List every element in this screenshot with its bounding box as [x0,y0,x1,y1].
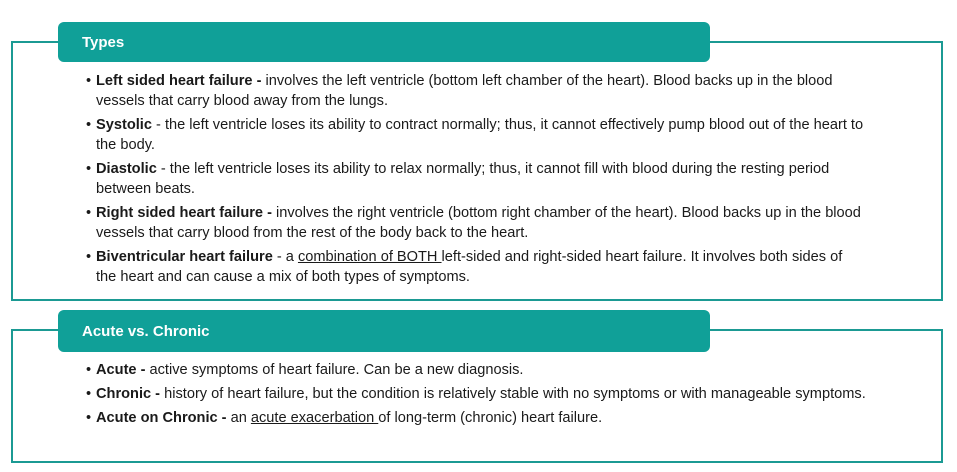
desc-diastolic: - the left ventricle loses its ability to relax normally; thus, it cannot fill with blood during the resting period between beats. [96,161,830,197]
acute-chronic-header [58,310,710,352]
desc-biventricular-post: left-sided and right-sided heart failure. It involves both sides of the heart and can cause a mix of both types of symptoms. [96,249,843,285]
bullet-icon: • [86,117,92,133]
term-biventricular: Biventricular heart failure [96,249,273,265]
types-title: Types [82,33,125,51]
list-item-diastolic [86,159,866,199]
list-item-right-sided [86,203,866,243]
desc-biventricular-pre: - a [272,249,298,265]
term-acute: Acute - [96,362,146,378]
desc-acute-on-chronic-underlined: acute exacerbation [250,410,379,426]
bullet-icon: • [86,73,92,89]
desc-chronic: history of heart failure, but the condition is relatively stable with no symptoms or with manageable symptoms. [160,386,866,402]
desc-left-sided: involves the left ventricle (bottom left chamber of the heart). Blood backs up in the blood vessels that carry blood away from the lungs. [96,73,833,109]
bullet-icon: • [86,161,92,177]
term-left-sided: Left sided heart failure - [96,73,262,89]
list-item-acute [86,360,866,380]
list-item-left-sided [86,71,866,111]
term-diastolic: Diastolic [96,161,157,177]
types-list [86,71,866,291]
term-systolic: Systolic [96,117,152,133]
acute-chronic-list [86,360,866,432]
bullet-icon: • [86,362,92,378]
bullet-icon: • [86,410,92,426]
list-item-systolic [86,115,866,155]
list-item-acute-on-chronic [86,408,866,428]
bullet-icon: • [86,205,92,221]
desc-systolic: - the left ventricle loses its ability to contract normally; thus, it cannot effectively pump blood out of the heart to the body. [96,117,864,153]
list-item-biventricular [86,247,866,287]
bullet-icon: • [86,249,92,265]
term-chronic: Chronic - [96,386,161,402]
desc-acute-on-chronic-post: of long-term (chronic) heart failure. [378,410,603,426]
list-item-chronic [86,384,866,404]
desc-acute: active symptoms of heart failure. Can be a new diagnosis. [145,362,524,378]
desc-right-sided: involves the right ventricle (bottom right chamber of the heart). Blood backs up in the blood vessels that carry blood from the rest of the body back to the heart. [96,205,861,241]
types-header [58,22,710,62]
term-right-sided: Right sided heart failure - [96,205,272,221]
term-acute-on-chronic: Acute on Chronic - [96,410,227,426]
acute-chronic-title: Acute vs. Chronic [82,322,210,340]
desc-biventricular-underlined: combination of BOTH [297,249,442,265]
bullet-icon: • [86,386,92,402]
desc-acute-on-chronic-pre: an [226,410,251,426]
